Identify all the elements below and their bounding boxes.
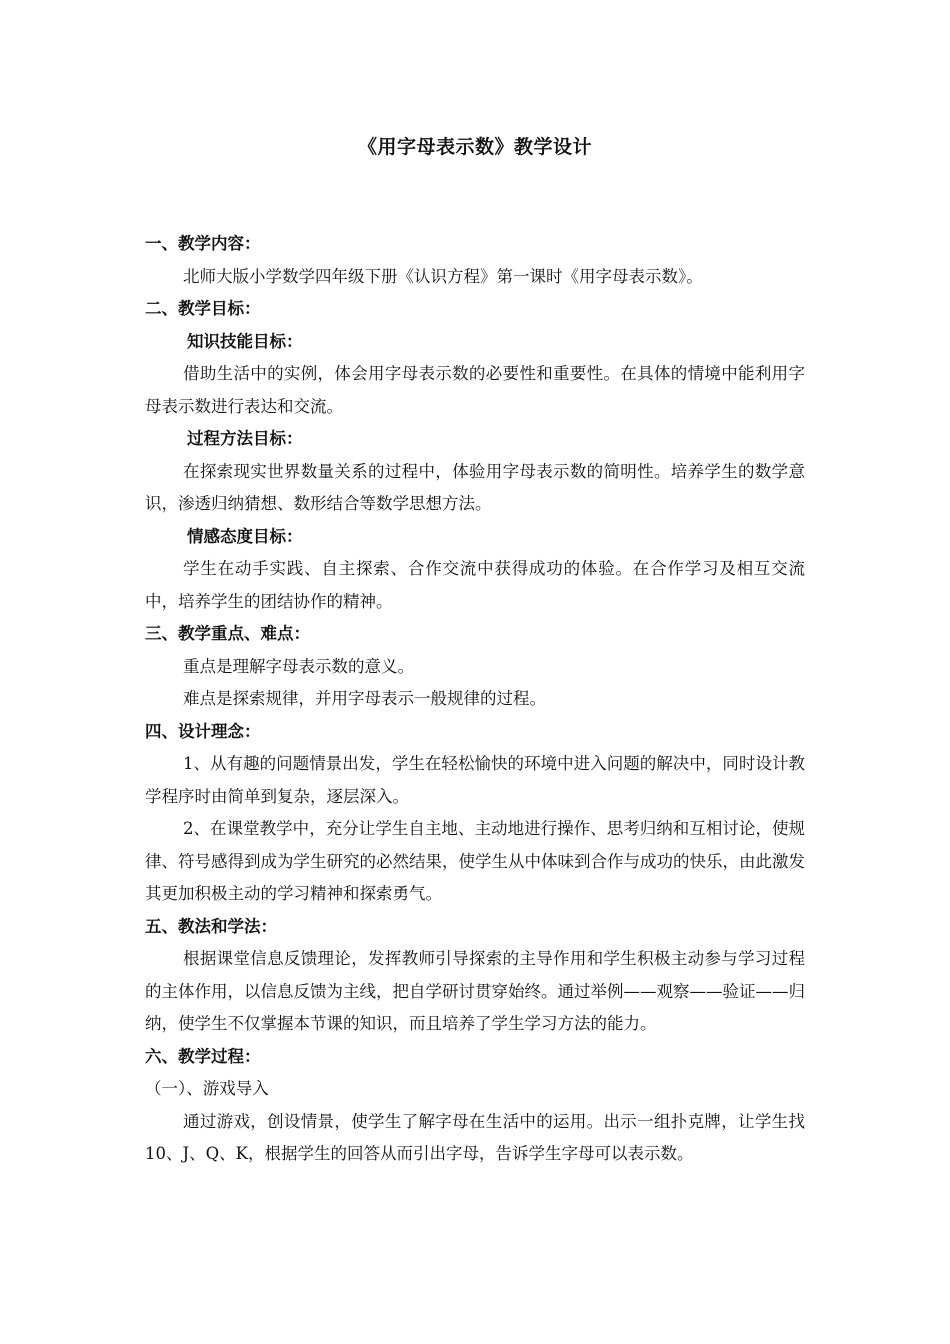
paragraph-concept-2: 2、在课堂教学中，充分让学生自主地、主动地进行操作、思考归纳和互相讨论，使规律、符号感得到成为学生研究的必然结果，使学生从中体味到合作与成功的快乐，由此激发其更加积极主动的学习精神和探索勇气。 bbox=[145, 819, 805, 903]
section-heading-content: 一、教学内容： bbox=[145, 234, 261, 253]
paragraph-knowledge-skills: 借助生活中的实例，体会用字母表示数的必要性和重要性。在具体的情境中能利用字母表示数进行表达和交流。 bbox=[145, 364, 805, 416]
paragraph-content: 北师大版小学数学四年级下册《认识方程》第一课时《用字母表示数》。 bbox=[183, 266, 703, 286]
section-heading-key-points: 三、教学重点、难点： bbox=[145, 624, 310, 643]
document-title: 《用字母表示数》教学设计 bbox=[357, 136, 592, 158]
document-body bbox=[145, 228, 805, 1171]
subheading-game-intro: （一）、游戏导入 bbox=[145, 1079, 269, 1098]
paragraph-game-intro: 通过游戏，创设情景，使学生了解字母在生活中的运用。出示一组扑克牌，让学生找10、J、Q、K，根据学生的回答从而引出字母，告诉学生字母可以表示数。 bbox=[145, 1111, 805, 1163]
paragraph-emotion-attitude: 学生在动手实践、自主探索、合作交流中获得成功的体验。在合作学习及相互交流中，培养学生的团结协作的精神。 bbox=[145, 559, 805, 611]
paragraph-methods: 根据课堂信息反馈理论，发挥教师引导探索的主导作用和学生积极主动参与学习过程的主体作用，以信息反馈为主线，把自学研讨贯穿始终。通过举例——观察——验证——归纳，使学生不仅掌握本节课的知识，而且培养了学生学习方法的能力。 bbox=[145, 949, 805, 1033]
subheading-process-method: 过程方法目标： bbox=[187, 429, 303, 448]
paragraph-concept-1: 1、从有趣的问题情景出发，学生在轻松愉快的环境中进入问题的解决中，同时设计教学程序时由简单到复杂，逐层深入。 bbox=[145, 754, 805, 806]
paragraph-process-method: 在探索现实世界数量关系的过程中，体验用字母表示数的简明性。培养学生的数学意识，渗透归纳猜想、数形结合等数学思想方法。 bbox=[145, 461, 805, 513]
section-heading-design-concept: 四、设计理念： bbox=[145, 721, 261, 741]
paragraph-key-point: 重点是理解字母表示数的意义。 bbox=[183, 656, 414, 676]
subheading-knowledge-skills: 知识技能目标： bbox=[187, 331, 303, 351]
section-heading-objectives: 二、教学目标： bbox=[145, 299, 261, 318]
section-heading-process: 六、教学过程： bbox=[145, 1046, 261, 1066]
section-heading-methods: 五、教法和学法： bbox=[145, 916, 277, 936]
paragraph-difficult-point: 难点是探索规律，并用字母表示一般规律的过程。 bbox=[183, 689, 546, 708]
subheading-emotion-attitude: 情感态度目标： bbox=[187, 526, 303, 546]
